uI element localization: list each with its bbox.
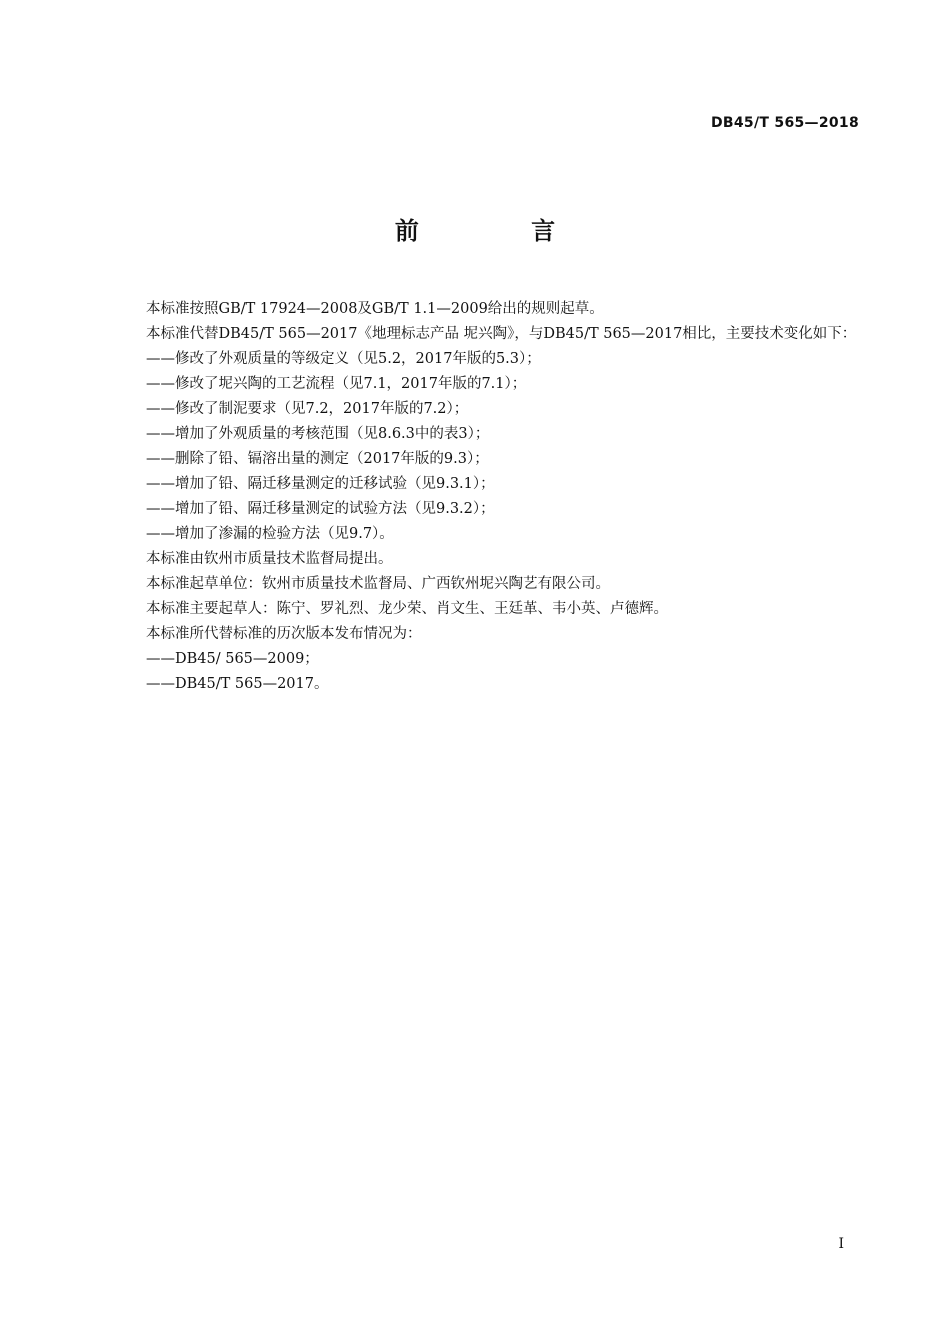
version-item: ——DB45/ 565—2009；	[146, 651, 319, 667]
version-item: ——DB45/T 565—2017。	[146, 676, 329, 692]
paragraph: 本标准按照GB/T 17924—2008及GB/T 1.1—2009给出的规则起草。	[146, 301, 604, 317]
paragraph: 本标准由钦州市质量技术监督局提出。	[146, 551, 393, 567]
preface-body	[110, 297, 862, 697]
page-title: 前 言	[394, 217, 608, 245]
paragraph: 本标准所代替标准的历次版本发布情况为：	[146, 626, 422, 642]
paragraph: 本标准主要起草人：陈宁、罗礼烈、龙少荣、肖文生、王廷革、韦小英、卢德辉。	[146, 601, 668, 617]
paragraph: 本标准代替DB45/T 565—2017《地理标志产品 坭兴陶》，与DB45/T 565—2017相比，主要技术变化如下：	[146, 326, 857, 342]
change-item: ——增加了铅、隔迁移量测定的试验方法（见9.3.2）；	[146, 501, 495, 517]
page-number: I	[838, 1236, 844, 1252]
change-item: ——增加了渗漏的检验方法（见9.7）。	[146, 526, 394, 542]
change-item: ——删除了铅、镉溶出量的测定（2017年版的9.3）；	[146, 451, 489, 467]
standard-code: DB45/T 565—2018	[711, 115, 859, 131]
change-item: ——修改了外观质量的等级定义（见5.2，2017年版的5.3）；	[146, 351, 541, 367]
change-item: ——修改了制泥要求（见7.2，2017年版的7.2）；	[146, 401, 469, 417]
change-item: ——增加了铅、隔迁移量测定的迁移试验（见9.3.1）；	[146, 476, 495, 492]
change-item: ——修改了坭兴陶的工艺流程（见7.1，2017年版的7.1）；	[146, 376, 527, 392]
paragraph: 本标准起草单位：钦州市质量技术监督局、广西钦州坭兴陶艺有限公司。	[146, 576, 610, 592]
change-item: ——增加了外观质量的考核范围（见8.6.3中的表3）；	[146, 426, 490, 442]
